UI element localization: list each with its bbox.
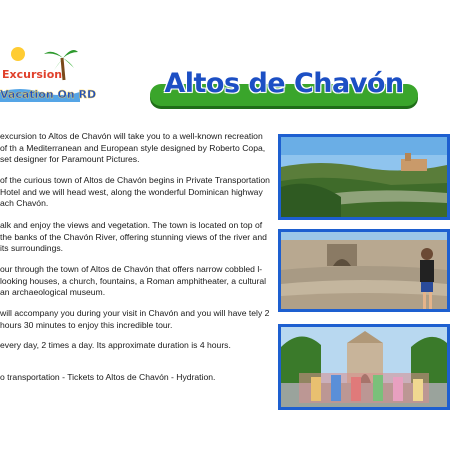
photo-amphitheater <box>278 229 450 312</box>
company-logo <box>0 40 97 110</box>
paragraph-views: alk and enjoy the views and vegetation. The town is located on top of the banks of the Chavón River, offering stunning views of the river and its surroundings. <box>0 220 267 253</box>
paragraph-includes: o transportation - Tickets to Altos de Chavón - Hydration. <box>0 372 216 382</box>
paragraph-intro: excursion to Altos de Chavón will take you to a well-known recreation of th a Mediterranean and European style designed by Roberto Copa, set designer for Paramount Pictures. <box>0 131 266 164</box>
paragraph-schedule: every day, 2 times a day. Its approximate duration is 4 hours. <box>0 340 231 350</box>
photo-church-group <box>278 324 450 410</box>
page-title: Altos de Chavón <box>164 68 404 99</box>
paragraph-departure: of the curious town of Altos de Chavón begins in Private Transportation Hotel and we will head west, along the wonderful Dominican highway ach Chavón. <box>0 175 270 208</box>
photo-river-view <box>278 134 450 220</box>
paragraph-tour: our through the town of Altos de Chavón that offers narrow cobbled l-looking houses, a church, fountains, a Roman amphitheater, a cultural an archaeological museum. <box>0 264 267 297</box>
paragraph-duration: will accompany you during your visit in Chavón and you will have tely 2 hours 30 minutes to enjoy this incredible tour. <box>0 308 270 330</box>
logo-line1: Excursion <box>2 68 63 81</box>
logo-line2: Vacation On RD <box>0 88 97 101</box>
